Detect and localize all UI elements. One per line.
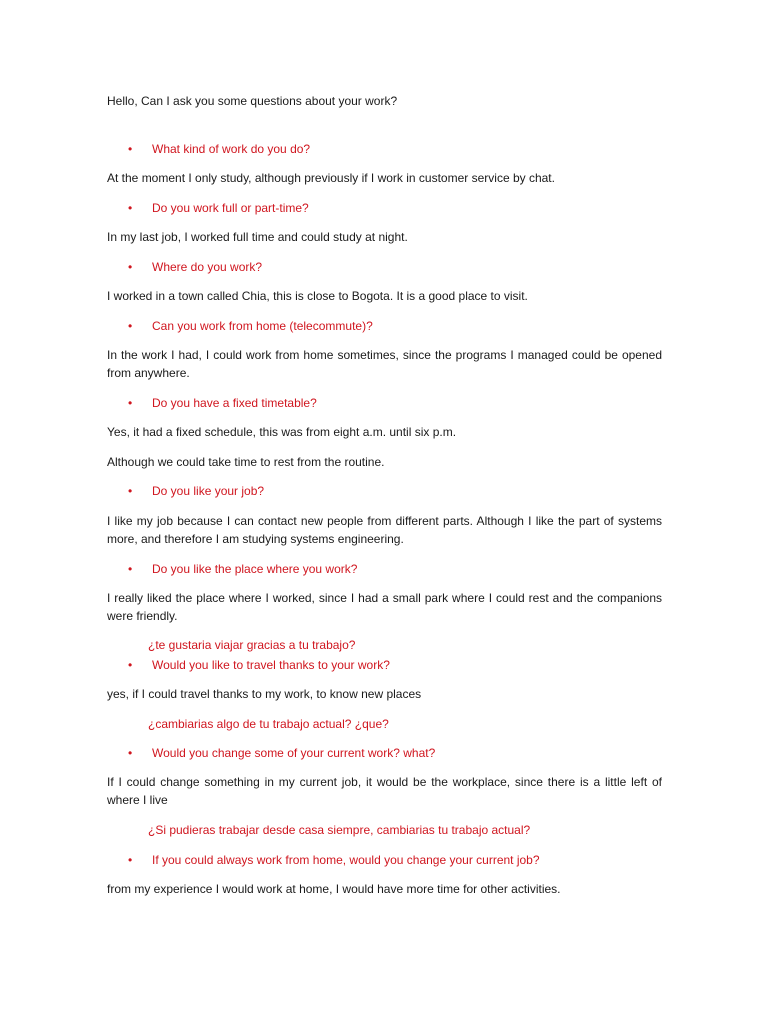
- answer-3: I worked in a town called Chia, this is close to Bogota. It is a good place to visit.: [107, 289, 528, 303]
- bullet: •: [128, 260, 133, 274]
- answer-2: In my last job, I worked full time and could study at night.: [107, 230, 408, 244]
- answer-1: At the moment I only study, although previously if I work in customer service by chat.: [107, 171, 555, 185]
- answer-7: I really liked the place where I worked, since I had a small park where I could rest and the companions were friendly.: [107, 591, 662, 623]
- answer-5-continued: Although we could take time to rest from the routine.: [107, 455, 385, 469]
- answer-9: If I could change something in my current job, it would be the workplace, since there is a little left of where I live: [107, 775, 662, 807]
- bullet: •: [128, 484, 133, 498]
- answer-4: In the work I had, I could work from home sometimes, since the programs I managed could be opened from anywhere.: [107, 348, 662, 380]
- bullet: •: [128, 201, 133, 215]
- question-8-spanish: ¿te gustaria viajar gracias a tu trabajo?: [148, 638, 356, 652]
- question-9: Would you change some of your current work? what?: [152, 746, 436, 760]
- answer-8: yes, if I could travel thanks to my work, to know new places: [107, 687, 422, 701]
- intro-text: Hello, Can I ask you some questions about your work?: [107, 94, 398, 108]
- question-10-spanish: ¿Si pudieras trabajar desde casa siempre, cambiarias tu trabajo actual?: [148, 823, 531, 837]
- question-1: What kind of work do you do?: [152, 142, 311, 156]
- bullet: •: [128, 562, 133, 576]
- bullet: •: [128, 853, 133, 867]
- answer-6: I like my job because I can contact new people from different parts. Although I like the part of systems more, and therefore I am studying systems engineering.: [107, 514, 662, 546]
- bullet: •: [128, 142, 133, 156]
- question-2: Do you work full or part-time?: [152, 201, 309, 215]
- question-5: Do you have a fixed timetable?: [152, 396, 317, 410]
- question-9-spanish: ¿cambiarias algo de tu trabajo actual? ¿que?: [148, 717, 389, 731]
- bullet: •: [128, 658, 133, 672]
- question-3: Where do you work?: [152, 260, 263, 274]
- answer-5: Yes, it had a fixed schedule, this was from eight a.m. until six p.m.: [107, 425, 457, 439]
- question-4: Can you work from home (telecommute)?: [152, 319, 373, 333]
- bullet: •: [128, 396, 133, 410]
- question-6: Do you like your job?: [152, 484, 265, 498]
- bullet: •: [128, 746, 133, 760]
- question-8: Would you like to travel thanks to your work?: [152, 658, 390, 672]
- question-7: Do you like the place where you work?: [152, 562, 358, 576]
- answer-10: from my experience I would work at home, I would have more time for other activities.: [107, 882, 561, 896]
- question-10: If you could always work from home, would you change your current job?: [152, 853, 540, 867]
- bullet: •: [128, 319, 133, 333]
